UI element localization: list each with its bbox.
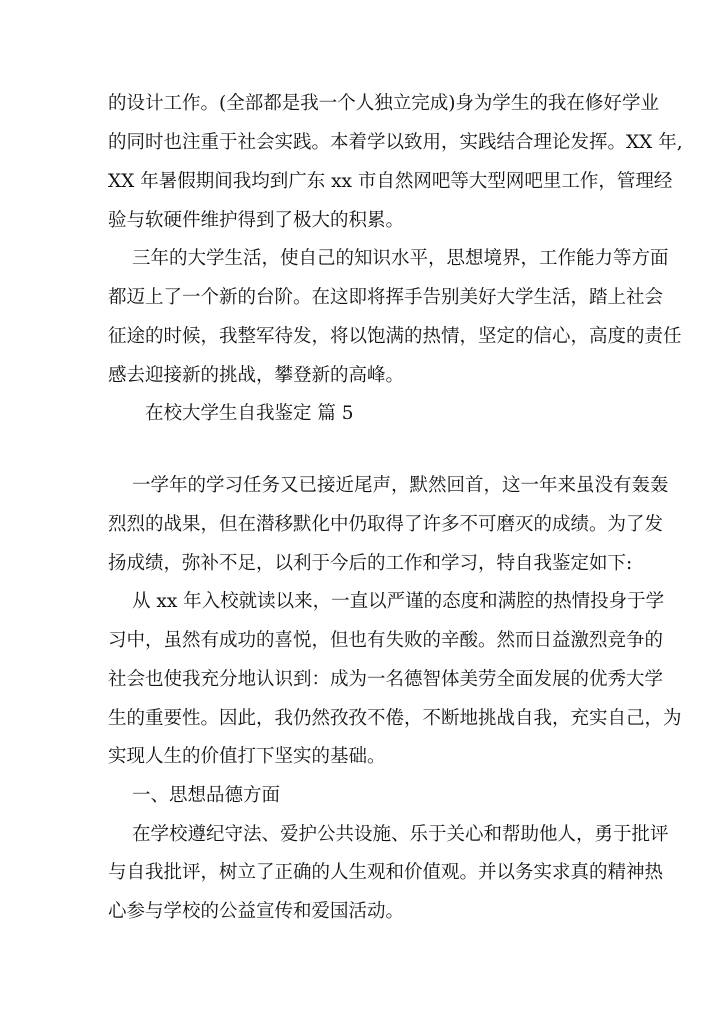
subsection-heading: 一、思想品德方面 [132, 785, 281, 806]
body-text-line: 在学校遵纪守法、爱护公共设施、乐于关心和帮助他人，勇于批评 [132, 824, 669, 845]
body-text-line: 实现人生的价值打下坚实的基础。 [108, 746, 386, 767]
body-text-line: 烈烈的战果，但在潜移默化中仍取得了许多不可磨灭的成绩。为了发 [108, 514, 664, 535]
body-text-line: 生的重要性。因此，我仍然孜孜不倦，不断地挑战自我，充实自己，为 [108, 708, 682, 729]
body-text-line: XX 年暑假期间我均到广东 xx 市自然网吧等大型网吧里工作，管理经 [108, 171, 673, 192]
section-heading: 在校大学生自我鉴定 篇 5 [145, 403, 354, 424]
body-text-line: 的同时也注重于社会实践。本着学以致用，实践结合理论发挥。XX 年, [108, 132, 683, 153]
body-text-line: 社会也使我充分地认识到：成为一名德智体美劳全面发展的优秀大学 [108, 669, 664, 690]
body-text-line: 征途的时候，我整军待发，将以饱满的热情，坚定的信心，高度的责任 [108, 326, 682, 347]
body-text-line: 感去迎接新的挑战，攀登新的高峰。 [108, 365, 405, 386]
body-text-line: 验与软硬件维护得到了极大的积累。 [108, 210, 405, 231]
body-text-line: 三年的大学生活，使自己的知识水平，思想境界，工作能力等方面 [132, 248, 669, 269]
body-text-line: 习中，虽然有成功的喜悦，但也有失败的辛酸。然而日益激烈竞争的 [108, 630, 664, 651]
body-text-line: 心参与学校的公益宣传和爱国活动。 [108, 901, 405, 922]
body-text-line: 的设计工作。(全部都是我一个人独立完成)身为学生的我在修好学业 [108, 93, 659, 114]
body-text-line: 都迈上了一个新的台阶。在这即将挥手告别美好大学生活，踏上社会 [108, 287, 664, 308]
body-text-line: 扬成绩，弥补不足，以利于今后的工作和学习，特自我鉴定如下: [108, 553, 633, 574]
body-text-line: 一学年的学习任务又已接近尾声，默然回首，这一年来虽没有轰轰 [132, 475, 669, 496]
body-text-line: 从 xx 年入校就读以来，一直以严谨的态度和满腔的热情投身于学 [132, 591, 665, 612]
body-text-line: 与自我批评，树立了正确的人生观和价值观。并以务实求真的精神热 [108, 862, 664, 883]
